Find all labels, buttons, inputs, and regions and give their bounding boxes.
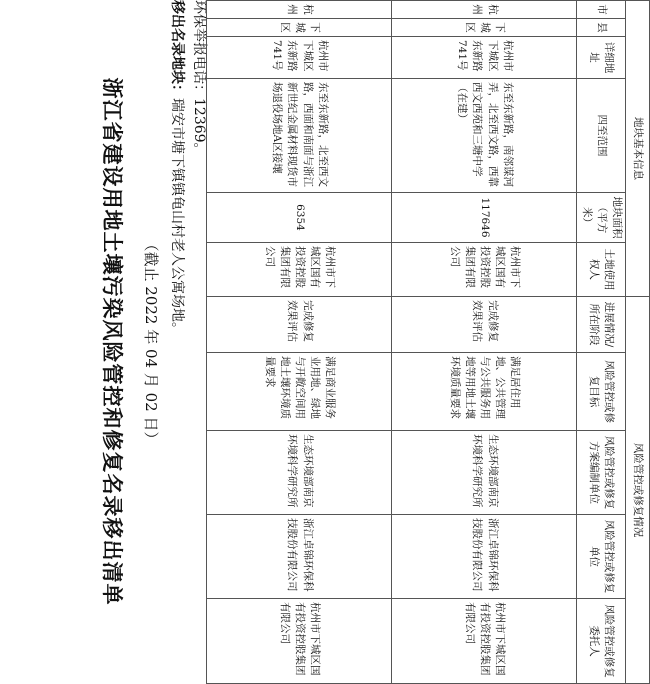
- header-area: 地块面积（平方米）: [577, 193, 626, 243]
- document-subtitle: （截止 2022 年 04 月 02 日）: [142, 236, 160, 447]
- header-plan-unit: 风险管控或修复方案编制单位: [577, 431, 626, 515]
- header-county: 县: [577, 19, 626, 37]
- header-group-risk: 风险管控或修复情况: [626, 297, 650, 684]
- cell-city: 杭州: [392, 1, 577, 19]
- cell-boundary: 东至东新路，南邻谋河弄，北至西文路，西靠西文西苑和三塘中学（在建）: [392, 79, 577, 193]
- cell-plan-unit: 生态环境部南京环境科学研究所: [392, 431, 577, 515]
- cell-client: 杭州市下城区国有投资控股集团有限公司: [392, 599, 577, 684]
- table-row: [392, 1, 577, 684]
- cell-area: 117646: [392, 193, 577, 243]
- removed-site-label: 移出名录地块：: [169, 0, 185, 98]
- cell-owner: 杭州市下城区国有投资控股集团有限公司: [392, 243, 577, 297]
- header-city: 市: [577, 1, 626, 19]
- header-boundary: 四至范围: [577, 79, 626, 193]
- cell-address: 杭州市下城区东新路741号: [207, 37, 392, 79]
- removed-site-text: 瑞安市塘下镇镇龟山村老人公寓场地。: [169, 98, 185, 336]
- cell-area: 6354: [207, 193, 392, 243]
- cell-city: 杭州: [207, 1, 392, 19]
- header-group-row: [626, 1, 650, 684]
- cell-progress: 完成修复效果评估: [207, 297, 392, 353]
- cell-impl-unit: 浙江卓锦环保科技股份有限公司: [392, 515, 577, 599]
- document-title: 浙江省建设用地土壤污染风险管控和修复名录移出清单: [100, 77, 125, 606]
- cell-boundary: 东至东新路，北至西文路，西面和南面与浙江新世纪金属材料现货市场退役场地A区接壤: [207, 79, 392, 193]
- cell-county: 下城区: [392, 19, 577, 37]
- header-address: 详细地址: [577, 37, 626, 79]
- table-row: [207, 1, 392, 684]
- header-row: [577, 1, 626, 684]
- header-impl-unit: 风险管控或修复单位: [577, 515, 626, 599]
- cell-address: 杭州市下城区东新路741号: [392, 37, 577, 79]
- cell-county: 下城区: [207, 19, 392, 37]
- cell-goal: 满足居住用地、公共管理与公共服务用地等用地土壤环境质量要求: [392, 353, 577, 431]
- removed-site-note: [168, 0, 188, 336]
- header-group-basic: 地块基本信息: [626, 1, 650, 297]
- header-progress: 进展情况/所在阶段: [577, 297, 626, 353]
- header-goal: 风险管控或修复目标: [577, 353, 626, 431]
- header-client: 风险管控或修复委托人: [577, 599, 626, 684]
- removal-list-table: [206, 0, 650, 684]
- cell-client: 杭州市下城区国有投资控股集团有限公司: [207, 599, 392, 684]
- header-owner: 土地使用权人: [577, 243, 626, 297]
- cell-owner: 杭州市下城区国有投资控股集团有限公司: [207, 243, 392, 297]
- cell-plan-unit: 生态环境部南京环境科学研究所: [207, 431, 392, 515]
- cell-progress: 完成修复效果评估: [392, 297, 577, 353]
- cell-impl-unit: 浙江卓锦环保科技股份有限公司: [207, 515, 392, 599]
- hotline-note: 环保举报电话：12369。: [191, 0, 207, 157]
- cell-goal: 满足商业服务业用地、绿地与开敞空间用地土壤环境质量要求: [207, 353, 392, 431]
